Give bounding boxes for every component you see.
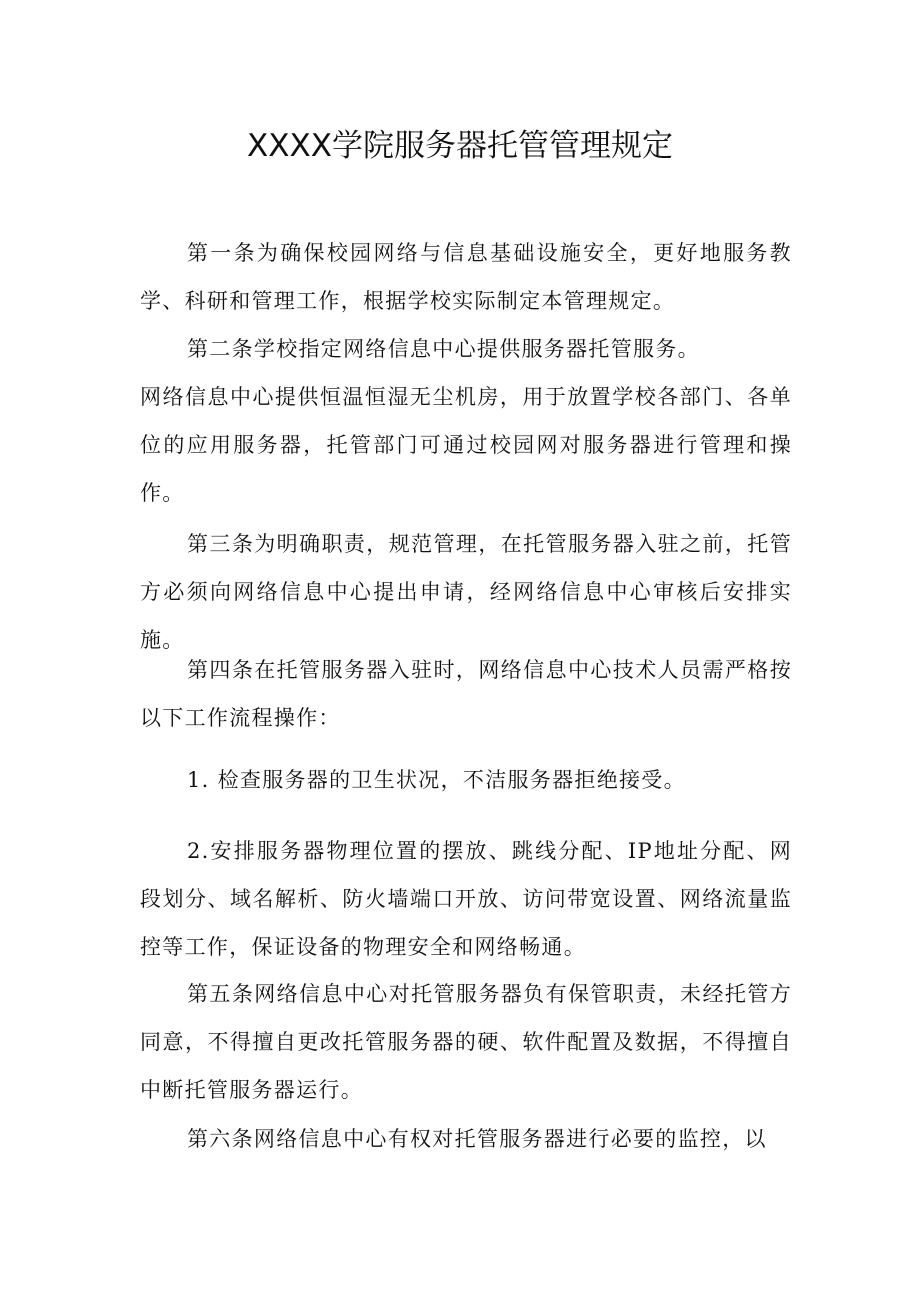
procedure-step-1: 1. 检查服务器的卫生状况，不洁服务器拒绝接受。 bbox=[187, 768, 686, 792]
article-4-paragraph: 第四条在托管服务器入驻时，网络信息中心技术人员需严格按以下工作流程操作： bbox=[140, 658, 792, 730]
document-title: XXXX学院服务器托管管理规定 bbox=[247, 128, 673, 164]
procedure-step-2: 2.安排服务器物理位置的摆放、跳线分配、IP地址分配、网段划分、域名解析、防火墙端口开放、访问带宽设置、网络流量监控等工作，保证设备的物理安全和网络畅通。 bbox=[140, 839, 792, 959]
article-1-paragraph: 第一条为确保校园网络与信息基础设施安全，更好地服务教学、科研和管理工作，根据学校实际制定本管理规定。 bbox=[140, 241, 792, 313]
article-3-paragraph: 第三条为明确职责，规范管理，在托管服务器入驻之前，托管方必须向网络信息中心提出申请，经网络信息中心审核后安排实施。 bbox=[140, 532, 792, 652]
article-2-paragraph: 第二条学校指定网络信息中心提供服务器托管服务。 bbox=[187, 337, 700, 361]
article-6-paragraph: 第六条网络信息中心有权对托管服务器进行必要的监控，以 bbox=[187, 1127, 767, 1151]
article-5-paragraph: 第五条网络信息中心对托管服务器负有保管职责，未经托管方同意，不得擅自更改托管服务器的硬、软件配置及数据，不得擅自中断托管服务器运行。 bbox=[140, 982, 792, 1102]
article-2-continuation-paragraph: 网络信息中心提供恒温恒湿无尘机房，用于放置学校各部门、各单位的应用服务器，托管部门可通过校园网对服务器进行管理和操作。 bbox=[140, 385, 792, 505]
